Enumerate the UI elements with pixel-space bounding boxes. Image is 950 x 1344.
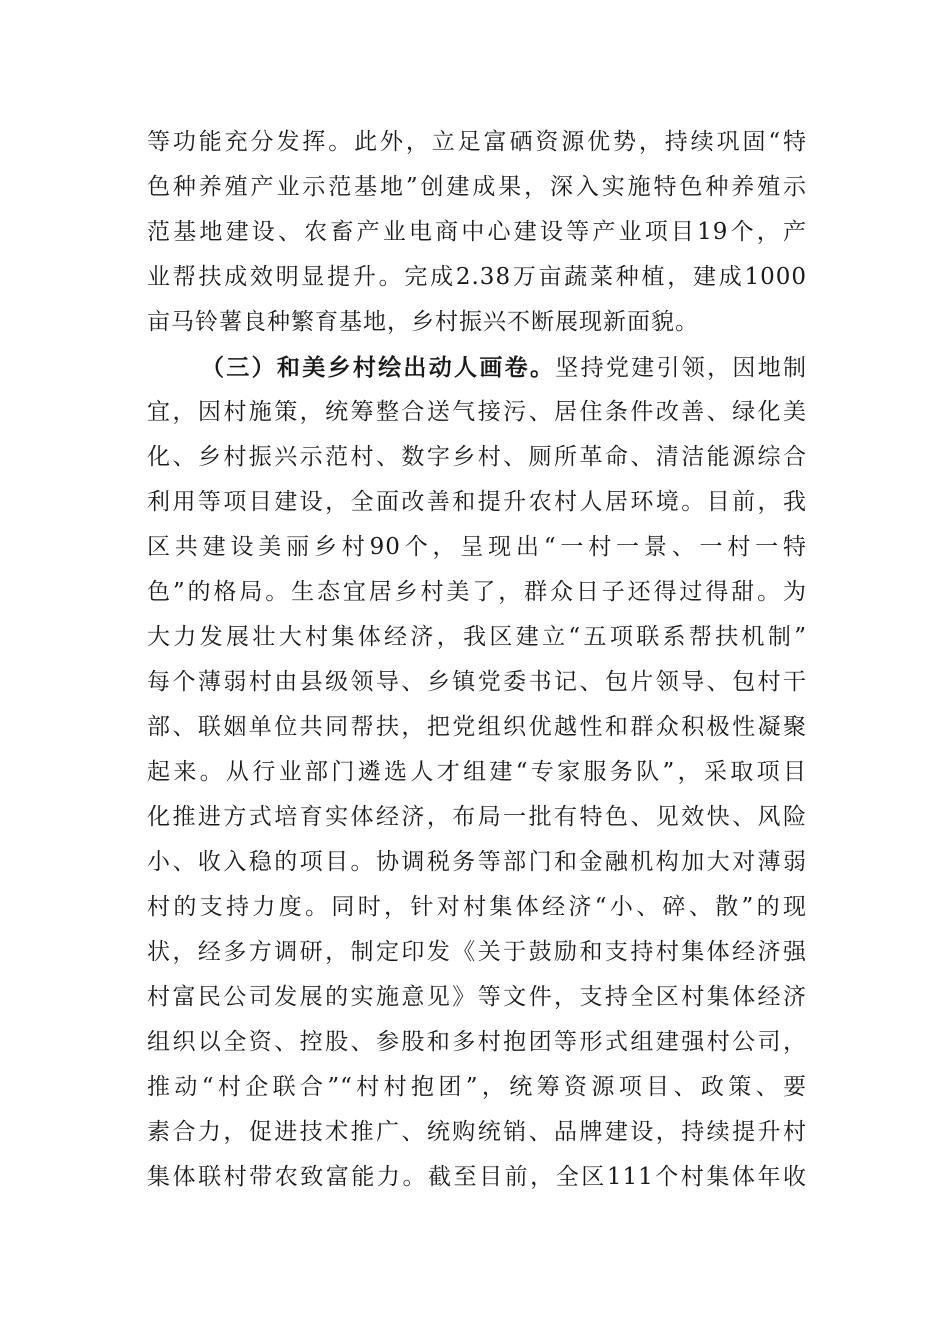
text-line: 村的支持力度。同时，针对村集体经济“小、碎、散”的现 [147, 894, 807, 920]
text-line: 村富民公司发展的实施意见》等文件，支持全区村集体经济 [147, 984, 807, 1010]
text-line: 部、联姻单位共同帮扶，把党组织优越性和群众积极性凝聚 [147, 714, 807, 740]
text-line: 宜，因村施策，统筹整合送气接污、居住条件改善、绿化美 [147, 399, 807, 425]
text-line: 起来。从行业部门遴选人才组建“专家服务队”，采取项目 [147, 759, 807, 785]
text-line: 范基地建设、农畜产业电商中心建设等产业项目19个，产 [147, 219, 807, 245]
text-line: 业帮扶成效明显提升。完成2.38万亩蔬菜种植，建成1000 [147, 264, 807, 290]
text-line: 状，经多方调研，制定印发《关于鼓励和支持村集体经济强 [147, 939, 807, 965]
text-line: 色种养殖产业示范基地”创建成果，深入实施特色种养殖示 [147, 174, 807, 200]
text-line: 组织以全资、控股、参股和多村抱团等形式组建强村公司， [147, 1029, 807, 1055]
text-line: 化、乡村振兴示范村、数字乡村、厕所革命、清洁能源综合 [147, 444, 807, 470]
text-line: 推动“村企联合”“村村抱团”，统筹资源项目、政策、要 [147, 1074, 807, 1100]
text-line: 区共建设美丽乡村90个，呈现出“一村一景、一村一特 [147, 534, 807, 560]
text-line: 大力发展壮大村集体经济，我区建立“五项联系帮扶机制” [147, 624, 807, 650]
text-line: 亩马铃薯良种繁育基地，乡村振兴不断展现新面貌。 [147, 309, 699, 335]
text-line: 小、收入稳的项目。协调税务等部门和金融机构加大对薄弱 [147, 849, 807, 875]
body-text [147, 120, 807, 1200]
text-line: 集体联村带农致富能力。截至目前，全区111个村集体年收 [147, 1164, 807, 1190]
text-line: 化推进方式培育实体经济，布局一批有特色、见效快、风险 [147, 804, 807, 830]
heading-line-rest: 坚持党建引领，因地制 [555, 355, 808, 381]
text-line: 每个薄弱村由县级领导、乡镇党委书记、包片领导、包村干 [147, 669, 807, 695]
text-line: 利用等项目建设，全面改善和提升农村人居环境。目前，我 [147, 489, 807, 515]
text-line: 色”的格局。生态宜居乡村美了，群众日子还得过得甜。为 [147, 579, 807, 605]
text-line: 素合力，促进技术推广、统购统销、品牌建设，持续提升村 [147, 1119, 807, 1145]
section-heading: （三）和美乡村绘出动人画卷。 [201, 354, 556, 381]
text-line: 等功能充分发挥。此外，立足富硒资源优势，持续巩固“特 [147, 129, 807, 155]
section-heading-line [147, 345, 807, 390]
